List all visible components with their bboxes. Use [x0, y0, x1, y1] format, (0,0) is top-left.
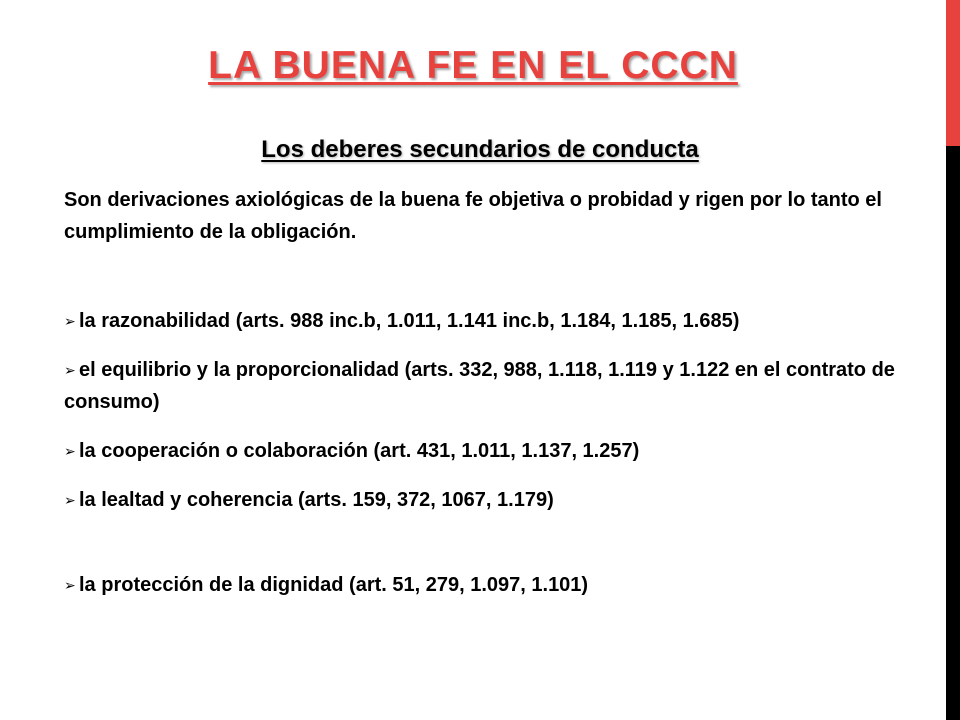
slide-subtitle: Los deberes secundarios de conducta [261, 136, 699, 163]
slide-title: LA BUENA FE EN EL CCCN [208, 44, 738, 87]
arrow-bullet-icon: ➢ [64, 492, 76, 508]
list-item [64, 435, 902, 467]
side-bar-accent [946, 0, 960, 146]
intro-paragraph: Son derivaciones axiológicas de la buena fe objetiva o probidad y rigen por lo tanto el cumplimiento de la obligación. [64, 189, 882, 243]
list-item [64, 354, 902, 418]
list-item-text: la lealtad y coherencia (arts. 159, 372, 1067, 1.179) [79, 489, 554, 511]
arrow-bullet-icon: ➢ [64, 577, 76, 593]
bullet-list [64, 305, 902, 601]
list-item [64, 484, 902, 516]
list-item [64, 305, 902, 337]
arrow-bullet-icon: ➢ [64, 362, 76, 378]
list-item-text: el equilibrio y la proporcionalidad (arts. 332, 988, 1.118, 1.119 y 1.122 en el contrato de consumo) [64, 359, 895, 413]
list-item [64, 569, 902, 601]
arrow-bullet-icon: ➢ [64, 313, 76, 329]
list-item-text: la protección de la dignidad (art. 51, 279, 1.097, 1.101) [79, 574, 589, 596]
arrow-bullet-icon: ➢ [64, 443, 76, 459]
list-item-text: la cooperación o colaboración (art. 431, 1.011, 1.137, 1.257) [79, 440, 640, 462]
list-item-text: la razonabilidad (arts. 988 inc.b, 1.011, 1.141 inc.b, 1.184, 1.185, 1.685) [79, 310, 740, 332]
